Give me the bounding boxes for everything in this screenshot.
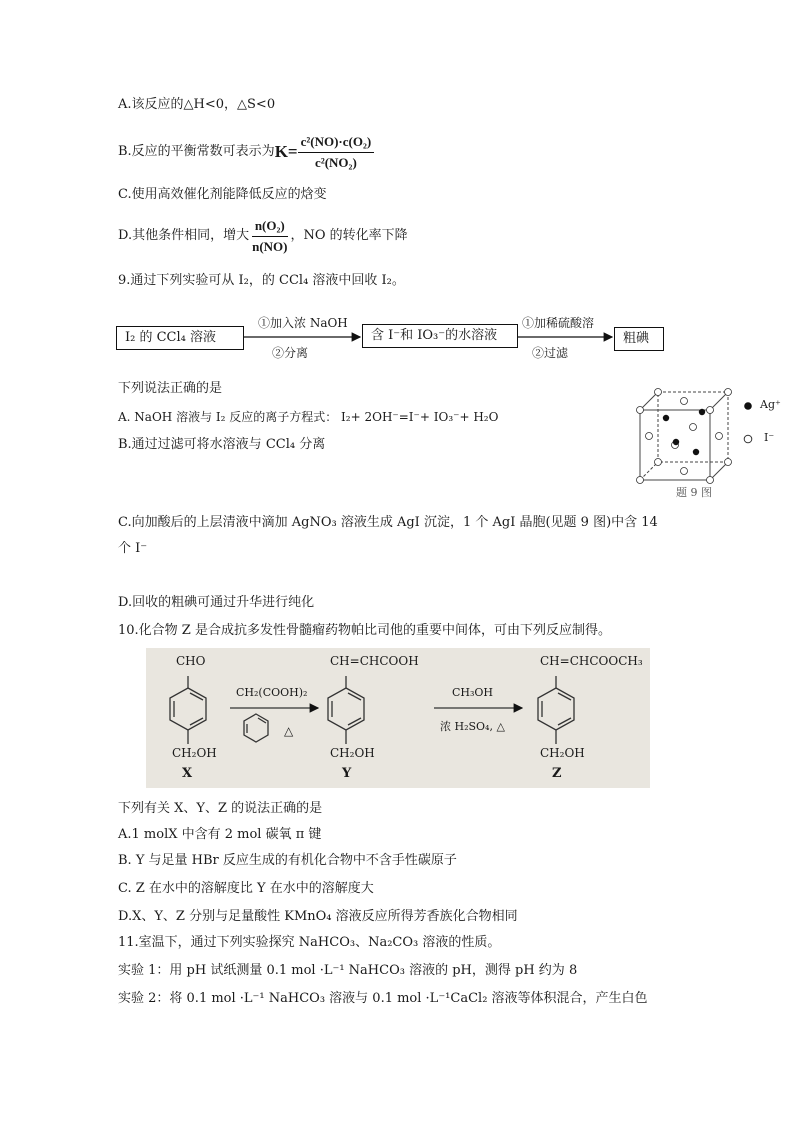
q8-option-d-denominator: n(NO) bbox=[252, 238, 288, 254]
q11-experiment-2: 实验 2：将 0.1 mol ·L⁻¹ NaHCO₃ 溶液与 0.1 mol ·L⁻¹CaCl₂ 溶液等体积混合，产生白色 bbox=[118, 991, 648, 1006]
y-benzene-ring bbox=[328, 688, 364, 730]
reaction-scheme-drawing bbox=[146, 648, 650, 788]
q8-option-d-suffix: ，NO 的转化率下降 bbox=[290, 228, 408, 243]
q8-option-d-prefix: D.其他条件相同，增大 bbox=[118, 228, 250, 243]
figure-caption: 题 9 图 bbox=[676, 486, 712, 499]
q9-option-b: B.通过过滤可将水溶液与 CCl₄ 分离 bbox=[118, 437, 326, 452]
x-top-group: CHO bbox=[176, 654, 206, 668]
x-label: X bbox=[182, 766, 193, 781]
q10-stem: 10.化合物 Z 是合成抗多发性骨髓瘤药物帕比司他的重要中间体，可由下列反应制得。 bbox=[118, 623, 611, 638]
q10-option-d: D.X、Y、Z 分别与足量酸性 KMnO₄ 溶液反应所得芳香族化合物相同 bbox=[118, 909, 518, 924]
flow-step1-top: ①加入浓 NaOH bbox=[258, 316, 348, 330]
y-top-group: CH=CHCOOH bbox=[330, 654, 419, 668]
q9-option-d: D.回收的粗碘可通过升华进行纯化 bbox=[118, 595, 315, 610]
flow-box-iodine-ccl4: I₂ 的 CCl₄ 溶液 bbox=[116, 326, 244, 350]
flow-step2-top: ①加稀硫酸溶 bbox=[522, 316, 595, 330]
flow-step2-bottom: ②过滤 bbox=[532, 346, 569, 360]
q9-option-c-line1: C.向加酸后的上层清液中滴加 AgNO₃ 溶液生成 AgI 沉淀，1 个 AgI 晶胞(见题 9 图)中含 14 bbox=[118, 515, 658, 530]
legend-i-label: I⁻ bbox=[764, 431, 775, 444]
x-benzene-ring bbox=[170, 688, 206, 730]
q10-option-a: A.1 molX 中含有 2 mol 碳氧 π 键 bbox=[118, 827, 322, 842]
q10-option-c: C. Z 在水中的溶解度比 Y 在水中的溶解度大 bbox=[118, 881, 374, 896]
q9-option-c-line2: 个 I⁻ bbox=[118, 541, 148, 556]
z-label: Z bbox=[552, 766, 562, 781]
q8-option-b-denominator: c²(NO₂) bbox=[315, 154, 357, 170]
q8-option-b-text: B.反应的平衡常数可表示为 bbox=[118, 144, 275, 159]
reagent-1-top: CH₂(COOH)₂ bbox=[236, 686, 308, 699]
q9-question: 下列说法正确的是 bbox=[118, 381, 223, 396]
y-bottom-group: CH₂OH bbox=[330, 746, 375, 760]
q8-option-d-numerator: n(O₂) bbox=[252, 217, 288, 237]
legend-ag-label: Ag⁺ bbox=[760, 398, 781, 411]
y-label: Y bbox=[342, 766, 352, 781]
legend-ag-dot bbox=[744, 402, 752, 410]
q8-option-c: C.使用高效催化剂能降低反应的焓变 bbox=[118, 187, 327, 202]
q10-option-b: B. Y 与足量 HBr 反应生成的有机化合物中不含手性碳原子 bbox=[118, 853, 457, 868]
flow-arrows bbox=[0, 0, 794, 400]
legend-i-dot bbox=[744, 435, 752, 443]
q8-option-b-k: K= bbox=[274, 142, 298, 161]
z-top-group: CH=CHCOOCH₃ bbox=[540, 654, 643, 668]
reagent-2-bottom: 浓 H₂SO₄, △ bbox=[440, 720, 505, 733]
q10-question: 下列有关 X、Y、Z 的说法正确的是 bbox=[118, 801, 323, 816]
reagent-2-top: CH₃OH bbox=[452, 686, 494, 699]
reaction-scheme bbox=[146, 648, 650, 788]
flow-box-aqueous: 含 I⁻和 IO₃⁻的水溶液 bbox=[362, 324, 518, 348]
z-benzene-ring bbox=[538, 688, 574, 730]
x-bottom-group: CH₂OH bbox=[172, 746, 217, 760]
q11-experiment-1: 实验 1：用 pH 试纸测量 0.1 mol ·L⁻¹ NaHCO₃ 溶液的 pH，测得 pH 约为 8 bbox=[118, 963, 578, 978]
flow-box-crude-iodine: 粗碘 bbox=[614, 327, 664, 351]
flow-step1-bottom: ②分离 bbox=[272, 346, 309, 360]
q11-stem: 11.室温下，通过下列实验探究 NaHCO₃、Na₂CO₃ 溶液的性质。 bbox=[118, 935, 501, 950]
q8-option-b-numerator: c²(NO)·c(O₂) bbox=[298, 133, 375, 153]
reagent-1-bottom: △ bbox=[284, 724, 294, 738]
z-bottom-group: CH₂OH bbox=[540, 746, 585, 760]
q9-option-a: A. NaOH 溶液与 I₂ 反应的离子方程式： I₂+ 2OH⁻=I⁻+ IO₃⁻+ H₂O bbox=[118, 410, 499, 424]
q8-option-a: A.该反应的△H<0，△S<0 bbox=[118, 97, 276, 112]
q9-stem: 9.通过下列实验可从 I₂，的 CCl₄ 溶液中回收 I₂。 bbox=[118, 273, 405, 288]
